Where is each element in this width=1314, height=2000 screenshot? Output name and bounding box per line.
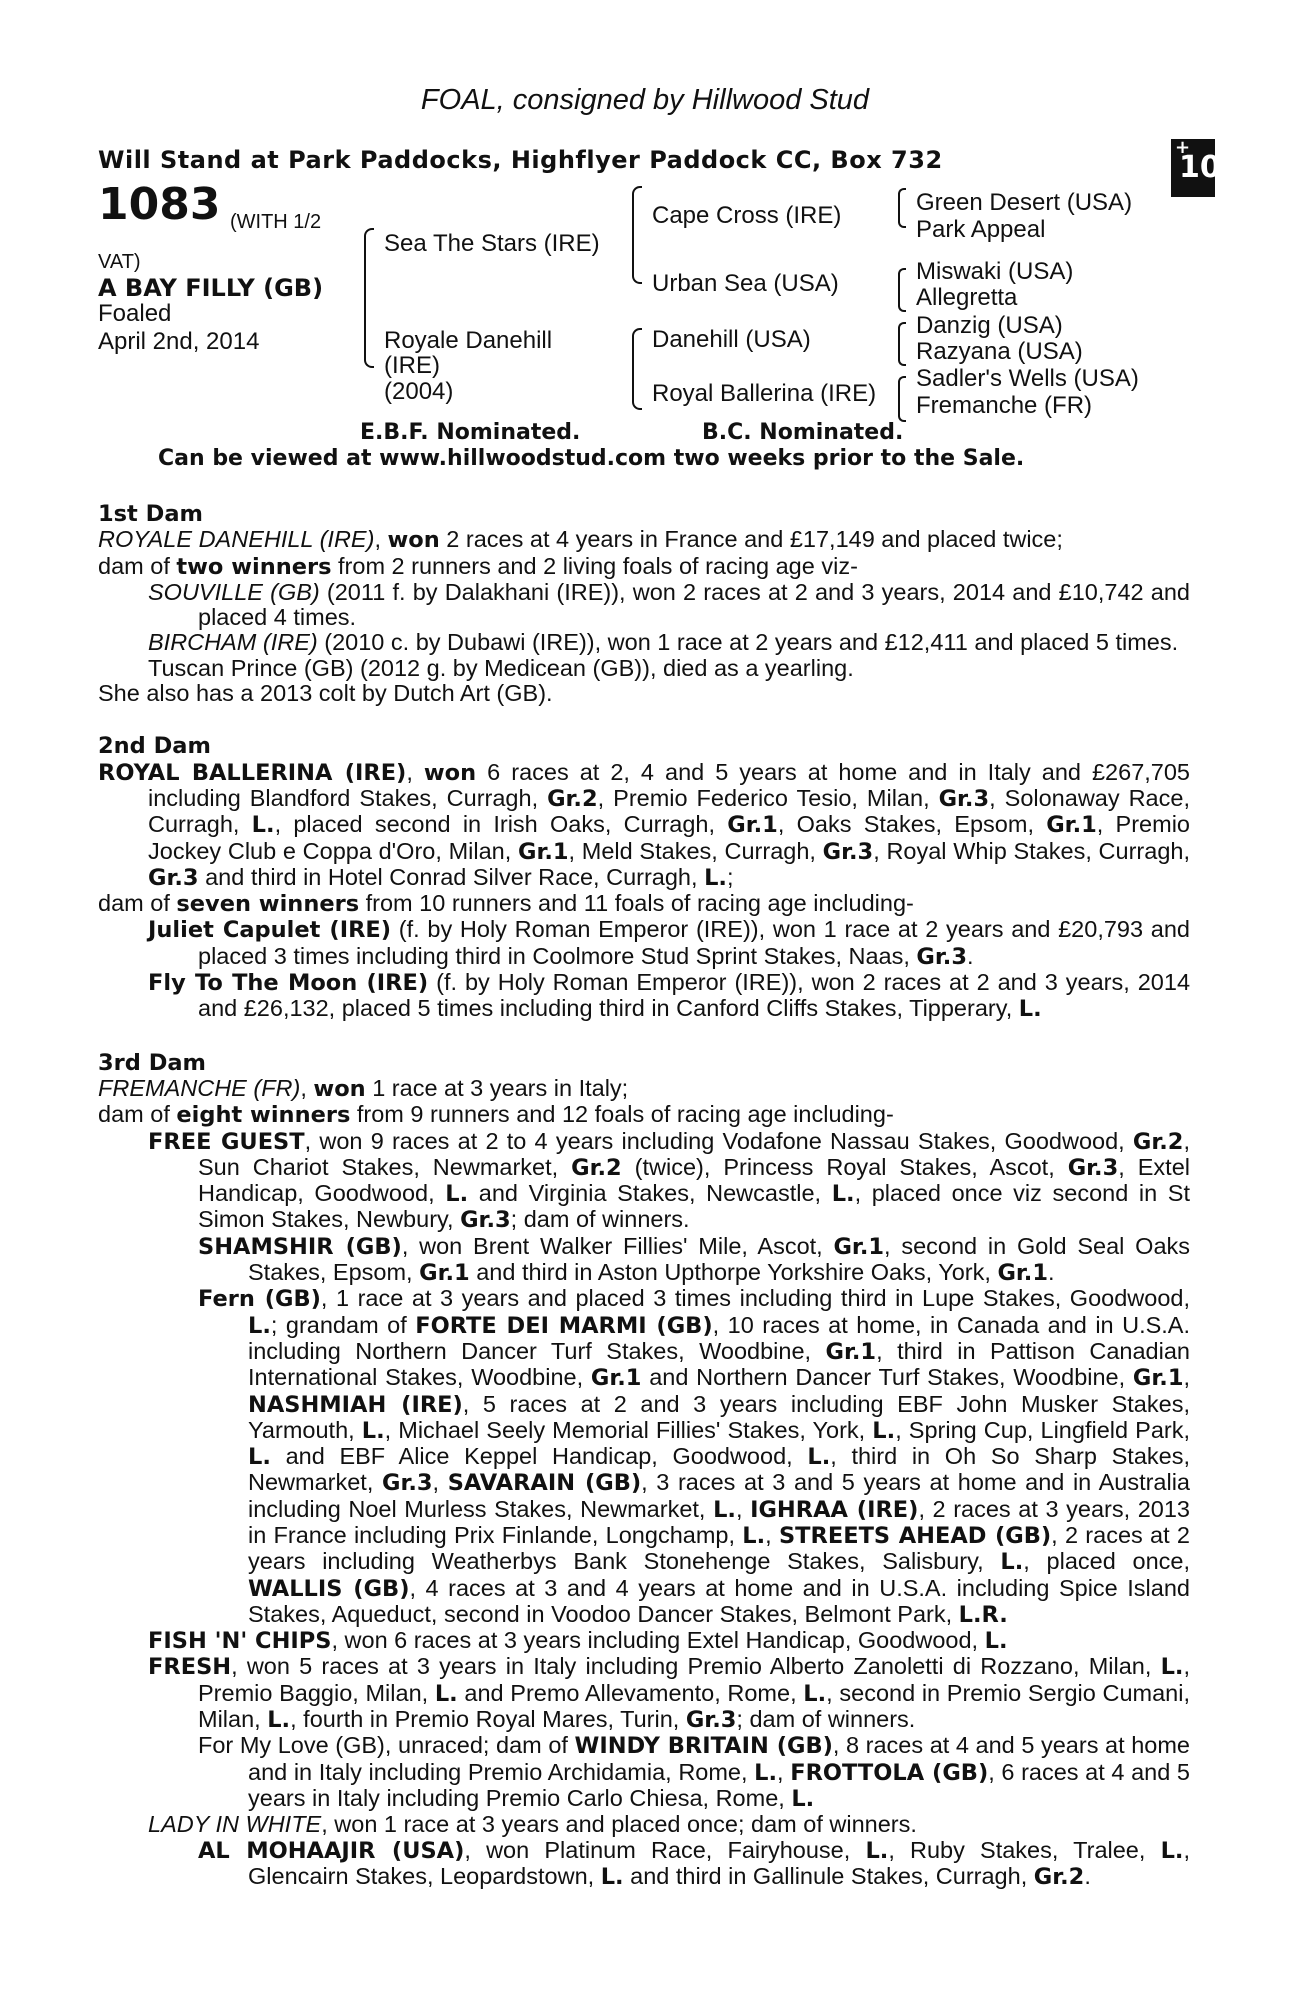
- first-dam-name: ROYALE DANEHILL (IRE): [98, 526, 375, 553]
- page-title: FOAL, consigned by Hillwood Stud: [420, 84, 870, 116]
- catalogue-body: [98, 502, 1190, 1890]
- sire-dam: Urban Sea (USA): [652, 270, 839, 297]
- first-dam-produce-intro: dam of two winners from 2 runners and 2 living foals of racing age viz-: [98, 552, 858, 580]
- third-dam-record: FREMANCHE (FR), won 1 race at 3 years in Italy;: [98, 1074, 629, 1102]
- first-dam-record: ROYALE DANEHILL (IRE), won 2 races at 4 years in France and £17,149 and placed twice;: [98, 526, 1063, 554]
- dam-line-1: Royale Danehill: [384, 327, 553, 354]
- first-dam-note: She also has a 2013 colt by Dutch Art (GB).: [98, 680, 553, 707]
- pedigree-brace-dam: [632, 328, 642, 410]
- badge-value: 10: [1179, 150, 1221, 185]
- bc-nominated: B.C. Nominated.: [702, 420, 904, 445]
- pedigree-brace-sire: [632, 186, 642, 284]
- vat-text: (WITH 1/2 VAT): [98, 211, 322, 273]
- second-dam-record: ROYAL BALLERINA (IRE), won 6 races at 2, 4 and 5 years at home and in Italy and £267,705 including Blandford Stakes, Curragh, Gr.2, Premio Federico Tesio, Milan, Gr.3, Solonaway Race, Curragh, L., placed second in Irish Oaks, Curragh, Gr.1, Oaks Stakes, Epsom, Gr.1, Premio Jockey Club e Coppa d'Oro, Milan, Gr.1, Meld Stakes, Curragh, Gr.3, Royal Whip Stakes, Curragh, Gr.3 and third in Hotel Conrad Silver Race, Curragh, L.;: [98, 758, 1191, 891]
- sire-sire: Cape Cross (IRE): [652, 202, 842, 229]
- dam-line-2: (IRE): [384, 352, 440, 379]
- second-dam-foal-fly-to-the-moon: Fly To The Moon (IRE) (f. by Holy Roman Emperor (IRE)), won 2 races at 2 and 3 years, 2014 and £26,132, placed 5 times including third in Canford Cliffs Stakes, Tipperary, L.: [148, 969, 1191, 1023]
- vat-note: [98, 202, 338, 282]
- g3-miswaki: Miswaki (USA): [916, 258, 1074, 285]
- badge-plus: +: [1175, 137, 1191, 158]
- third-dam-foal-fresh: FRESH, won 5 races at 3 years in Italy including Premio Alberto Zanoletti di Rozzano, Milan, L., Premio Baggio, Milan, L. and Premo Allevamento, Rome, L., second in Premio Sergio Cumani, Milan, L., fourth in Premio Royal Mares, Turin, Gr.3; dam of winners.: [148, 1653, 1190, 1734]
- dam-line-3: (2004): [384, 378, 454, 405]
- second-dam-produce-intro: dam of seven winners from 10 runners and 11 foals of racing age including-: [98, 890, 914, 918]
- grand-produce-for-my-love: For My Love (GB), unraced; dam of WINDY BRITAIN (GB), 8 races at 4 and 5 years at home and in Italy including Premio Archidamia, Rome, L., FROTTOLA (GB), 6 races at 4 and 5 years in Italy including Premio Carlo Chiesa, Rome, L.: [198, 1732, 1190, 1812]
- viewing-note: Can be viewed at www.hillwoodstud.com two weeks prior to the Sale.: [158, 446, 1025, 471]
- second-dam-foal-juliet-capulet: Juliet Capulet (IRE) (f. by Holy Roman Emperor (IRE)), won 1 race at 2 years and £20,793 and placed 3 times including third in Coolmore Stud Sprint Stakes, Naas, Gr.3.: [148, 916, 1190, 970]
- third-dam-foal-fish-n-chips: FISH 'N' CHIPS, won 6 races at 3 years including Extel Handicap, Goodwood, L.: [148, 1627, 1008, 1655]
- ebf-nominated: E.B.F. Nominated.: [360, 420, 581, 445]
- foaled-date: April 2nd, 2014: [98, 328, 260, 355]
- third-dam-produce-intro: dam of eight winners from 9 runners and 12 foals of racing age including-: [98, 1101, 894, 1129]
- pedigree-brace-g3-2: [898, 268, 906, 312]
- lot-description: A BAY FILLY (GB): [98, 274, 324, 302]
- location-line: Will Stand at Park Paddocks, Highflyer Paddock CC, Box 732: [98, 146, 943, 174]
- second-dam-heading: 2nd Dam: [98, 733, 211, 760]
- dam-sire: Danehill (USA): [652, 326, 811, 353]
- pedigree-brace-main: [364, 228, 374, 368]
- pedigree-brace-g3-4: [898, 376, 906, 422]
- g3-sadlers-wells: Sadler's Wells (USA): [916, 365, 1139, 392]
- first-dam-heading: 1st Dam: [98, 501, 203, 527]
- lot-number: 1083: [98, 179, 221, 230]
- dam-dam: Royal Ballerina (IRE): [652, 380, 877, 407]
- foaled-label: Foaled: [98, 300, 172, 327]
- sire: Sea The Stars (IRE): [384, 230, 600, 257]
- g3-fremanche: Fremanche (FR): [916, 392, 1093, 419]
- grand-produce-al-mohaajir: AL MOHAAJIR (USA), won Platinum Race, Fairyhouse, L., Ruby Stakes, Tralee, L., Glencairn Stakes, Leopardstown, L. and third in Gallinule Stakes, Curragh, Gr.2.: [198, 1836, 1190, 1890]
- third-dam-foal-lady-in-white: LADY IN WHITE, won 1 race at 3 years and placed once; dam of winners.: [148, 1811, 917, 1838]
- pedigree-brace-g3-1: [898, 188, 906, 228]
- third-dam-foal-free-guest: FREE GUEST, won 9 races at 2 to 4 years including Vodafone Nassau Stakes, Goodwood, Gr.2, Sun Chariot Stakes, Newmarket, Gr.2 (twice), Princess Royal Stakes, Ascot, Gr.3, Extel Handicap, Goodwood, L. and Virginia Stakes, Newcastle, L., placed once viz second in St Simon Stakes, Newbury, Gr.3; dam of winners.: [148, 1127, 1191, 1234]
- first-dam-foal-bircham: BIRCHAM (IRE) (2010 c. by Dubawi (IRE)), won 1 race at 2 years and £12,411 and placed 5 times.: [148, 629, 1179, 656]
- g3-green-desert: Green Desert (USA): [916, 189, 1133, 216]
- g3-allegretta: Allegretta: [916, 284, 1018, 311]
- first-dam-foal-souville: SOUVILLE (GB) (2011 f. by Dalakhani (IRE)), won 2 races at 2 and 3 years, 2014 and £10,742 and placed 4 times.: [148, 578, 1190, 631]
- pedigree-brace-g3-3: [898, 322, 906, 366]
- rating-badge: [1171, 137, 1221, 197]
- first-dam-foal-tuscan-prince: Tuscan Prince (GB) (2012 g. by Medicean (GB)), died as a yearling.: [148, 654, 854, 681]
- g3-park-appeal: Park Appeal: [916, 216, 1046, 243]
- g3-danzig: Danzig (USA): [916, 312, 1063, 339]
- grand-produce-fern: Fern (GB), 1 race at 3 years and placed 3 times including third in Lupe Stakes, Goodwood, L.; grandam of FORTE DEI MARMI (GB), 10 races at home, in Canada and in U.S.A. including Northern Dancer Turf Stakes, Woodbine, Gr.1, third in Pattison Canadian International Stakes, Woodbine, Gr.1 and Northern Dancer Turf Stakes, Woodbine, Gr.1, NASHMIAH (IRE), 5 races at 2 and 3 years including EBF John Musker Stakes, Yarmouth, L., Michael Seely Memorial Fillies' Stakes, York, L., Spring Cup, Lingfield Park, L. and EBF Alice Keppel Handicap, Goodwood, L., third in Oh So Sharp Stakes, Newmarket, Gr.3, SAVARAIN (GB), 3 races at 3 and 5 years at home and in Australia including Noel Murless Stakes, Newmarket, L., IGHRAA (IRE), 2 races at 3 years, 2013 in France including Prix Finlande, Longchamp, L., STREETS AHEAD (GB), 2 races at 2 years including Weatherbys Bank Stonehenge Stakes, Salisbury, L., placed once, WALLIS (GB), 4 races at 3 and 4 years at home and in U.S.A. including Spice Island Stakes, Aqueduct, second in Voodoo Dancer Stakes, Belmont Park, L.R.: [198, 1285, 1191, 1628]
- grand-produce-shamshir: SHAMSHIR (GB), won Brent Walker Fillies' Mile, Ascot, Gr.1, second in Gold Seal Oaks Stakes, Epsom, Gr.1 and third in Aston Upthorpe Yorkshire Oaks, York, Gr.1.: [198, 1232, 1191, 1287]
- g3-razyana: Razyana (USA): [916, 338, 1083, 365]
- third-dam-heading: 3rd Dam: [98, 1049, 206, 1076]
